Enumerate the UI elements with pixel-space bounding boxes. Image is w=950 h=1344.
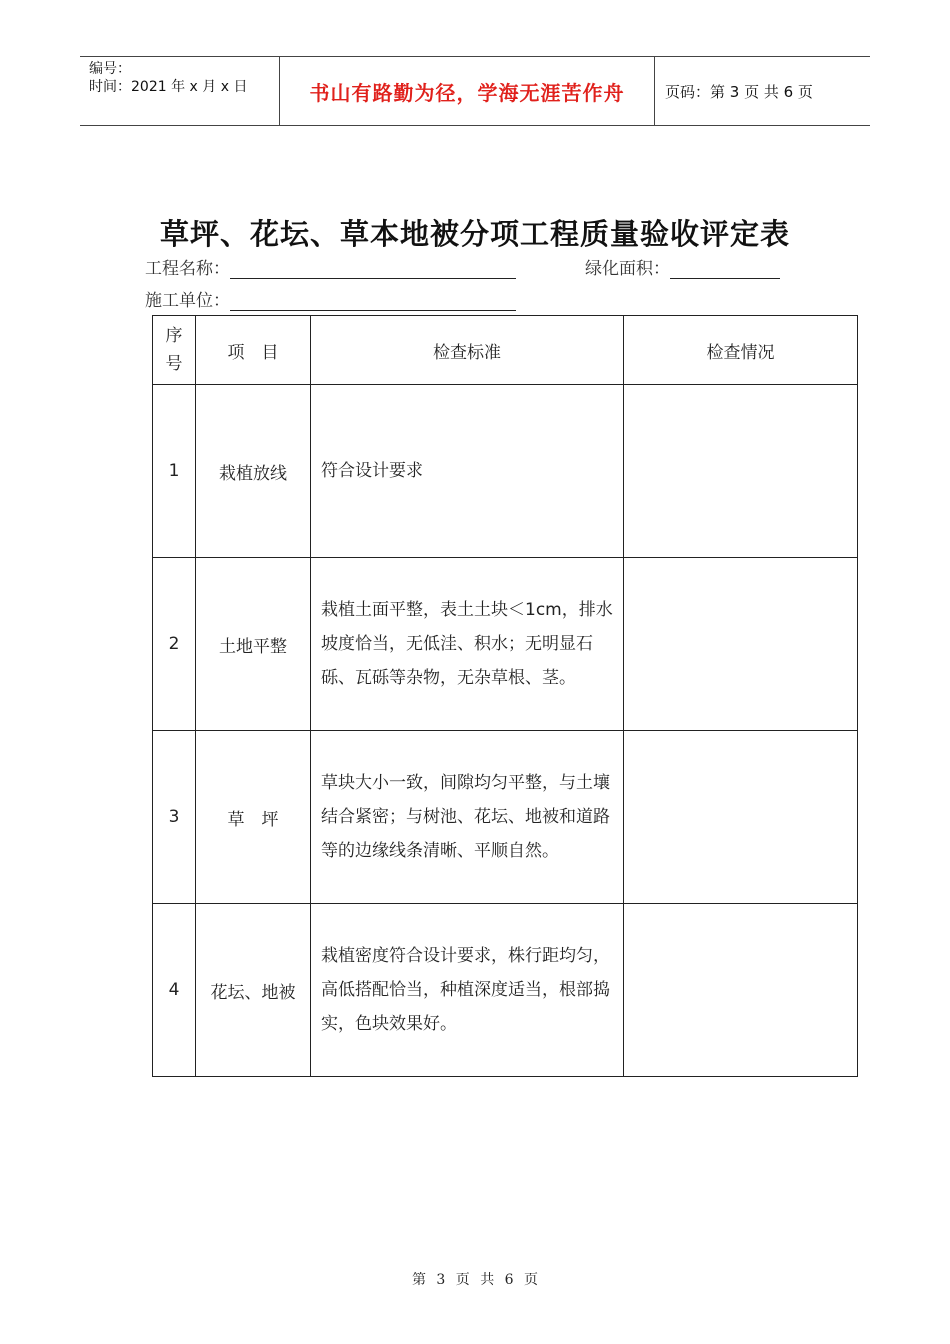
header-result: 检查情况 xyxy=(624,316,858,385)
row-standard: 符合设计要求 xyxy=(311,385,624,558)
page-header xyxy=(80,56,870,126)
inspection-table xyxy=(152,315,858,1077)
row-standard: 草块大小一致，间隙均匀平整，与土壤结合紧密；与树池、花坛、地被和道路等的边缘线条清晰、平顺自然。 xyxy=(311,731,624,904)
table-header-row xyxy=(153,316,858,385)
time-label: 时间：2021 年 x 月 x 日 xyxy=(89,79,248,95)
row-item: 草 坪 xyxy=(196,731,311,904)
construction-unit-row xyxy=(145,286,516,311)
project-name-row xyxy=(145,254,516,279)
header-meta xyxy=(80,57,280,125)
row-num: 3 xyxy=(153,731,196,904)
row-standard: 栽植密度符合设计要求，株行距均匀，高低搭配恰当，种植深度适当，根部捣实，色块效果好。 xyxy=(311,904,624,1077)
row-result[interactable] xyxy=(624,385,858,558)
header-item: 项 目 xyxy=(196,316,311,385)
green-area-field[interactable] xyxy=(670,260,780,279)
document-title: 草坪、花坛、草本地被分项工程质量验收评定表 xyxy=(159,217,790,251)
page-info: 页码：第 3 页 共 6 页 xyxy=(665,82,813,101)
table-row xyxy=(153,731,858,904)
row-item: 土地平整 xyxy=(196,558,311,731)
project-name-field[interactable] xyxy=(230,260,516,279)
project-name-label: 工程名称： xyxy=(145,259,230,279)
row-result[interactable] xyxy=(624,731,858,904)
table-row xyxy=(153,558,858,731)
number-label: 编号： xyxy=(89,61,131,77)
construction-unit-field[interactable] xyxy=(230,292,516,311)
construction-unit-label: 施工单位： xyxy=(145,291,230,311)
green-area-row xyxy=(585,254,780,279)
row-num: 4 xyxy=(153,904,196,1077)
green-area-label: 绿化面积： xyxy=(585,259,670,279)
row-num: 2 xyxy=(153,558,196,731)
header-standard: 检查标准 xyxy=(311,316,624,385)
row-result[interactable] xyxy=(624,904,858,1077)
table-row xyxy=(153,385,858,558)
row-item: 花坛、地被 xyxy=(196,904,311,1077)
page-footer: 第 3 页 共 6 页 xyxy=(411,1272,539,1288)
row-item: 栽植放线 xyxy=(196,385,311,558)
row-num: 1 xyxy=(153,385,196,558)
row-standard: 栽植土面平整，表土土块＜1cm，排水坡度恰当，无低洼、积水；无明显石砾、瓦砾等杂物，无杂草根、茎。 xyxy=(311,558,624,731)
motto: 书山有路勤为径，学海无涯苦作舟 xyxy=(280,57,655,125)
row-result[interactable] xyxy=(624,558,858,731)
header-num: 序号 xyxy=(153,316,196,385)
table-row xyxy=(153,904,858,1077)
